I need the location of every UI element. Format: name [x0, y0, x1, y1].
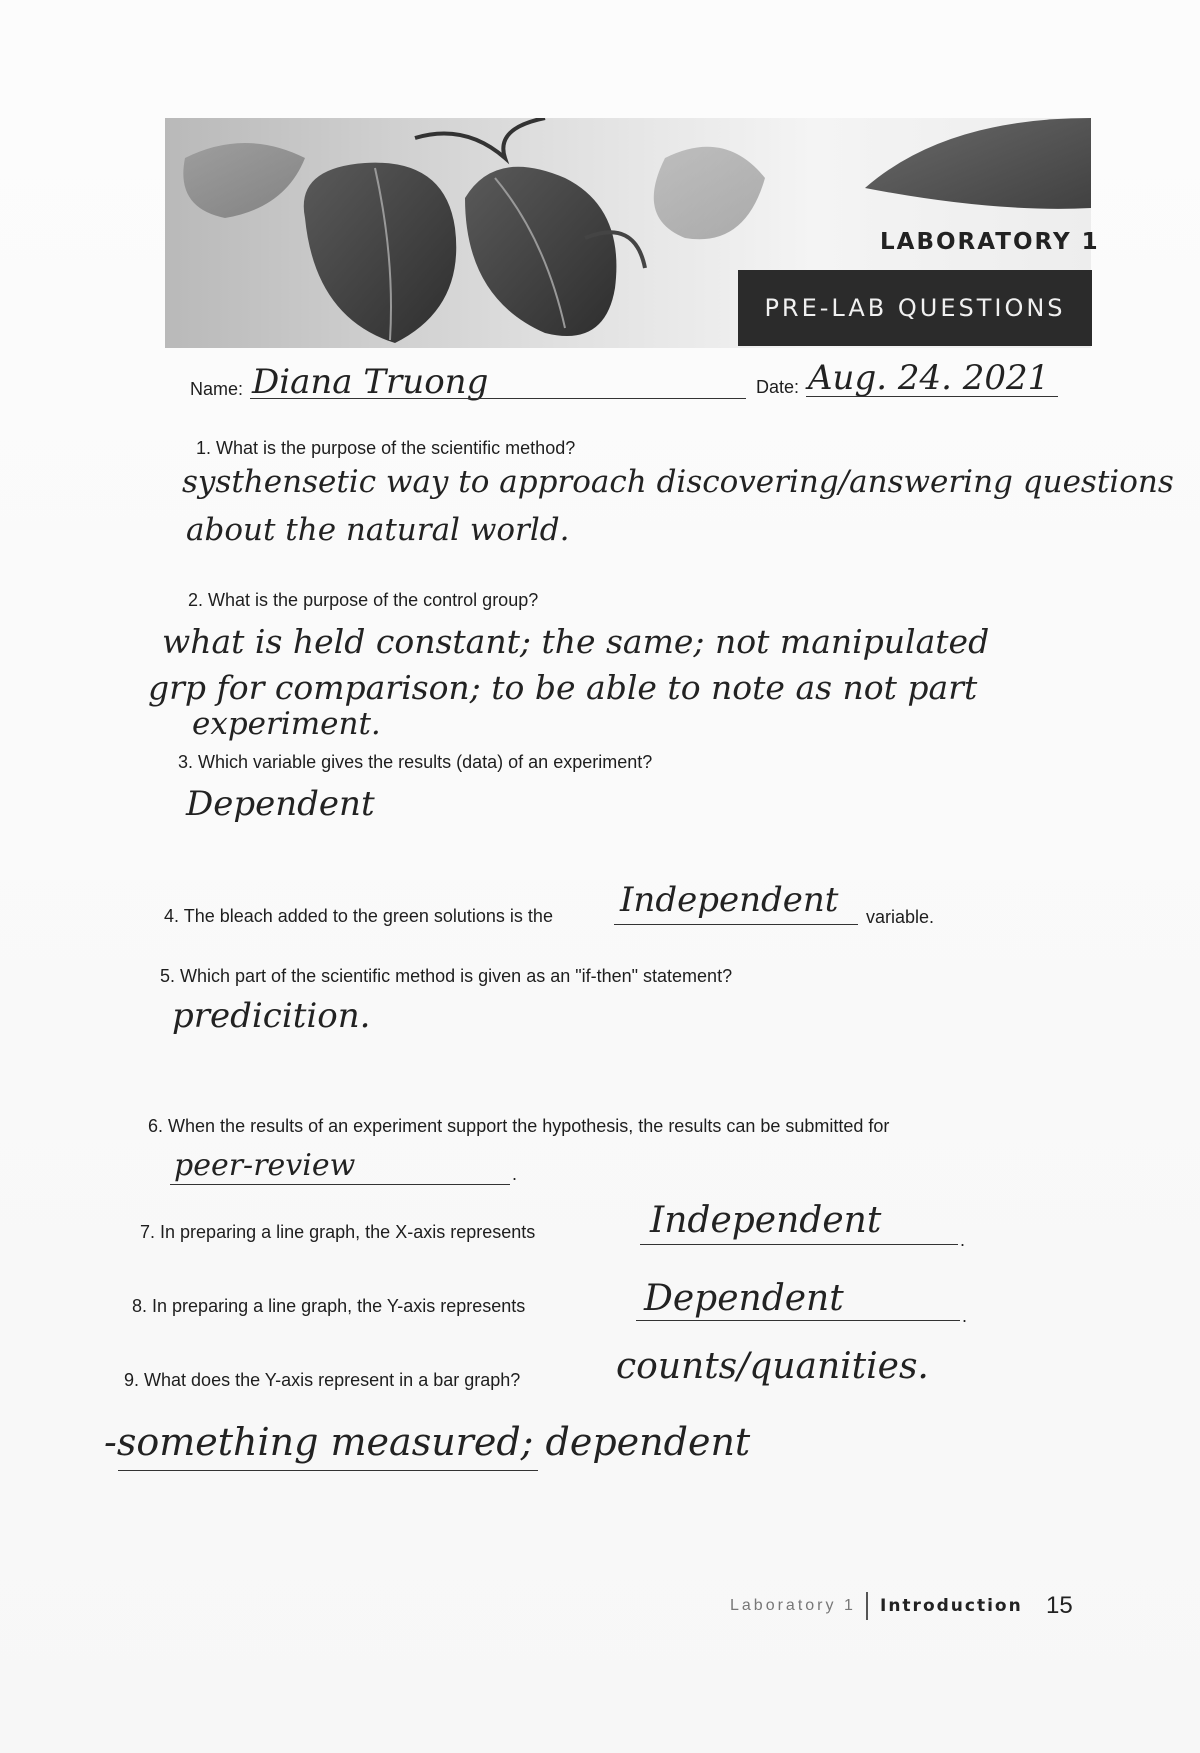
question-7	[140, 1222, 535, 1243]
answer-3: Dependent	[186, 784, 375, 824]
question-2-number: 2.	[188, 590, 204, 610]
answer-2-line-1: what is held constant; the same; not manipulated	[162, 622, 990, 661]
answer-9-underline	[118, 1470, 538, 1471]
question-5	[160, 966, 732, 987]
name-value[interactable]: Diana Truong	[252, 362, 489, 402]
answer-7-blank	[640, 1244, 958, 1245]
answer-6-blank	[170, 1184, 510, 1185]
footer-divider	[866, 1592, 868, 1620]
answer-9-inline: counts/quanities.	[616, 1346, 929, 1387]
answer-8: Dependent	[644, 1278, 844, 1319]
question-9-number: 9.	[124, 1370, 140, 1390]
answer-9-line-1: -something measured; dependent	[104, 1420, 751, 1464]
question-6-text-after: .	[512, 1164, 518, 1184]
answer-2-line-3: experiment.	[192, 706, 381, 742]
answer-1-line-2: about the natural world.	[186, 512, 570, 548]
question-8	[132, 1296, 525, 1317]
question-1-number: 1.	[196, 438, 212, 458]
footer-section: Introduction	[880, 1596, 1023, 1616]
section-title-text: PRE-LAB QUESTIONS	[764, 294, 1066, 322]
question-3-number: 3.	[178, 752, 194, 772]
question-7-text: In preparing a line graph, the X-axis represents	[160, 1222, 536, 1242]
question-5-number: 5.	[160, 966, 176, 986]
answer-4-blank	[614, 924, 858, 925]
question-7-text-after: .	[960, 1230, 966, 1250]
answer-4: Independent	[620, 880, 839, 920]
name-label: Name:	[190, 379, 244, 399]
section-title	[738, 270, 1092, 346]
question-1	[196, 438, 575, 459]
question-1-text: What is the purpose of the scientific method?	[216, 438, 576, 458]
answer-7: Independent	[650, 1200, 882, 1241]
question-6-text: When the results of an experiment support the hypothesis, the results can be submitted for	[168, 1116, 890, 1136]
question-3	[178, 752, 652, 773]
question-6	[148, 1116, 889, 1137]
question-7-number: 7.	[140, 1222, 156, 1242]
date-underline	[806, 396, 1058, 397]
answer-6: peer-review	[174, 1148, 356, 1183]
question-8-text: In preparing a line graph, the Y-axis represents	[152, 1296, 526, 1316]
question-4	[164, 906, 553, 927]
question-8-number: 8.	[132, 1296, 148, 1316]
answer-5: predicition.	[172, 996, 371, 1036]
question-8-text-after: .	[962, 1306, 968, 1326]
laboratory-label: LABORATORY 1	[880, 229, 1100, 255]
answer-1-line-1: systhensetic way to approach discovering/answering questions	[182, 464, 1174, 500]
answer-2-line-2: grp for comparison; to be able to note as not part	[148, 668, 978, 707]
footer-laboratory: Laboratory 1	[730, 1597, 856, 1614]
question-2	[188, 590, 538, 611]
page-number: 15	[1046, 1592, 1073, 1619]
date-label: Date:	[756, 377, 800, 397]
question-6-number: 6.	[148, 1116, 164, 1136]
question-4-text-after: variable.	[866, 907, 935, 927]
date-value[interactable]: Aug. 24. 2021	[808, 358, 1050, 398]
question-4-text-before: The bleach added to the green solutions is the	[183, 906, 553, 926]
question-4-number: 4.	[164, 906, 180, 926]
question-2-text: What is the purpose of the control group?	[208, 590, 539, 610]
question-3-text: Which variable gives the results (data) of an experiment?	[198, 752, 653, 772]
name-underline	[250, 398, 746, 399]
answer-8-blank	[636, 1320, 960, 1321]
question-9	[124, 1370, 520, 1391]
question-5-text: Which part of the scientific method is given as an "if-then" statement?	[180, 966, 733, 986]
question-9-text: What does the Y-axis represent in a bar graph?	[144, 1370, 521, 1390]
